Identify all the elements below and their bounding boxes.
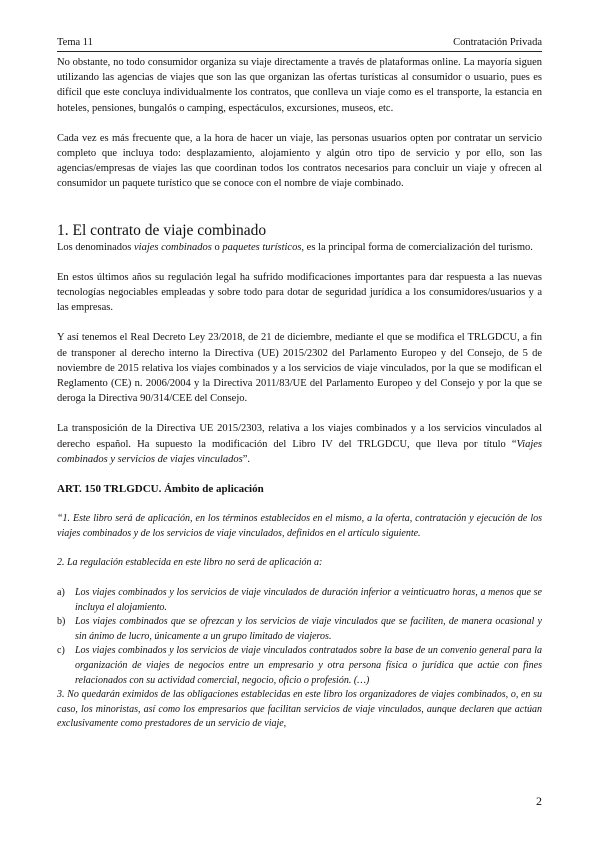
article-clause-2: 2. La regulación establecida en este libro no será de aplicación a:	[57, 557, 323, 569]
paragraph-intro: No obstante, no todo consumidor organiza su viaje directamente a través de plataformas online. La mayoría siguen utilizando las agencias de viajes que son las que organizan las ofertas turísticas al consumidor o usuario, pues es difícil que este concluya individualmente los contratos, que conlleva un viaje como es el transporte, la estancia en hoteles, pensiones, bungalós o camping, espectáculos, excursiones, museos, etc.	[57, 57, 542, 114]
section-intro: Los denominados viajes combinados o paquetes turísticos, es la principal forma de comercialización del turismo.	[57, 241, 533, 253]
article-exclusions-list	[57, 586, 542, 688]
page-number: 2	[536, 794, 542, 808]
list-item: c) Los viajes combinados y los servicios de viaje vinculados contratados sobre la base de un convenio general para la organización de viajes de negocios entre un empresario y otra persona física o jurídica que actúe con fines relacionados con su actividad comercial, negocio, oficio o profesión. (…)	[57, 645, 542, 686]
header-topic: Tema 11	[57, 37, 93, 48]
article-title: ART. 150 TRLGDCU. Ámbito de aplicación	[57, 483, 264, 496]
list-item: b) Los viajes combinados que se ofrezcan y los servicios de viaje vinculados que se faciliten, de manera ocasional y sin ánimo de lucro, únicamente a un grupo limitado de viajeros.	[57, 616, 542, 642]
section-title: 1. El contrato de viaje combinado	[57, 221, 267, 239]
paragraph-combined-services: Cada vez es más frecuente que, a la hora de hacer un viaje, las personas usuarios opten por contratar un servicio completo que incluya todo: desplazamiento, alojamiento y algún otro tipo de servicio y por ello, son las agencias/empresas de viajes las que coordinan todos los contratos necesarios para concluir un viaje y ofrecen al consumidor un paquete turístico que se conoce con el nombre de viaje combinado.	[57, 132, 542, 190]
document-body	[57, 55, 542, 747]
header-rule	[57, 51, 542, 52]
list-item: a) Los viajes combinados y los servicios de viaje vinculados de duración inferior a veinticuatro horas, a menos que se incluya el alojamiento.	[57, 587, 542, 613]
paragraph-transposition: La transposición de la Directiva UE 2015/2303, relativa a los viajes combinados y a los servicios vinculados al derecho español. Ha supuesto la modificación del Libro IV del TRLGDCU, que lleva por título “Viajes combinados y servicios de viajes vinculados”.	[57, 423, 542, 465]
article-clause-1: “1. Este libro será de aplicación, en los términos establecidos en el mismo, a la oferta, contratación y ejecución de los viajes combinados y de los servicios de viaje vinculados, definidos en el artículo siguiente.	[57, 513, 542, 539]
paragraph-regulation: En estos últimos años su regulación legal ha sufrido modificaciones importantes para dar respuesta a las nuevas tecnologías negociables empleadas y sobre todo para dotar de seguridad jurídica a los consumidores/usuarios y a las empresas.	[57, 271, 542, 314]
article-clause-3: 3. No quedarán eximidos de las obligaciones establecidas en este libro los organizadores de viajes combinados, o, en su caso, los minoristas, así como los empresarios que facilitan servicios de viaje vinculados, aunque declaren que actúan exclusivamente como prestadores de un servicio de viaje,	[57, 689, 542, 730]
paragraph-royal-decree: Y así tenemos el Real Decreto Ley 23/2018, de 21 de diciembre, mediante el que se modifica el TRLGDCU, a fin de transponer al derecho interno la Directiva (UE) 2015/2302 del Parlamento Europeo y del Consejo, de 5 de noviembre de 2015 relativa los viajes combinados y a los servicios de viaje vinculados, por la que se modifican el Reglamento (CE) n. 2006/2004 y la Directiva 2011/83/UE del Parlamento Europeo y del Consejo y por la que se deroga la Directiva 90/314/CEE del Consejo.	[57, 332, 542, 405]
header-subject: Contratación Privada	[453, 37, 542, 48]
